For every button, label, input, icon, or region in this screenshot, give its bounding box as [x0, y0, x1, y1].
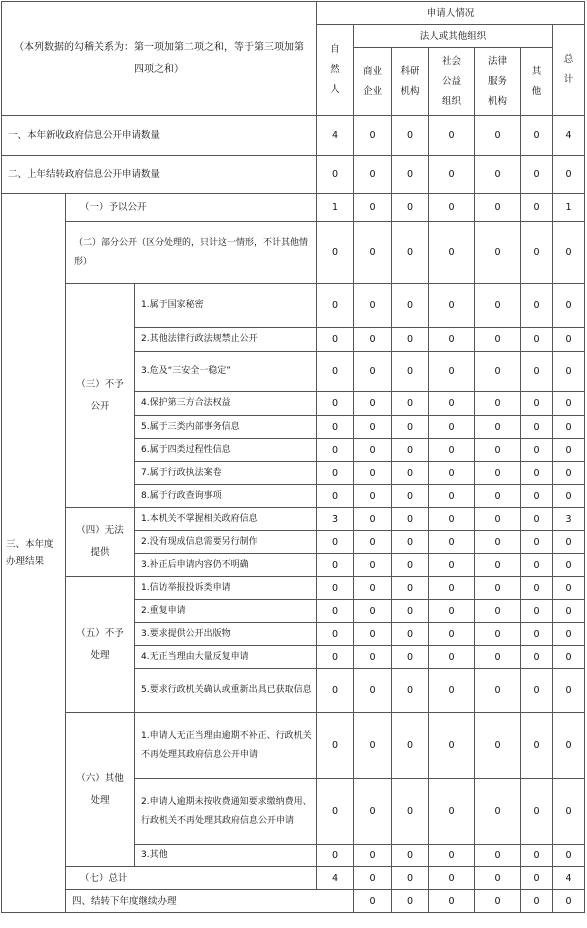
not-public-item-value: 0	[392, 392, 429, 416]
total-value: 0	[429, 867, 475, 890]
not-public-item-value: 0	[392, 462, 429, 485]
other-processing-item-value: 0	[392, 845, 429, 867]
not-public-item-value: 0	[521, 462, 553, 485]
other-processing-item-value: 0	[429, 713, 475, 779]
not-processed-item-value: 0	[475, 669, 521, 713]
total-value: 0	[354, 867, 392, 890]
not-public-item-value: 0	[392, 485, 429, 508]
not-processed-item-value: 0	[553, 623, 585, 646]
carry-next-year-value: 0	[475, 890, 521, 913]
not-public-item-value: 0	[521, 352, 553, 392]
not-public-item-value: 0	[317, 485, 354, 508]
row-new-applications-value: 4	[317, 116, 354, 156]
other-processing-item-value: 0	[392, 713, 429, 779]
not-public-item-value: 0	[475, 485, 521, 508]
not-public-item-label: 1.属于国家秘密	[135, 284, 317, 328]
not-public-item-label: 6.属于四类过程性信息	[135, 439, 317, 462]
row-new-applications-value: 4	[553, 116, 585, 156]
not-public-item-value: 0	[317, 439, 354, 462]
not-processed-item-value: 0	[553, 646, 585, 669]
not-processed-item-label: 5.要求行政机关确认或重新出具已获取信息	[135, 669, 317, 713]
not-public-item-value: 0	[429, 392, 475, 416]
not-processed-item-label: 1.信访举报投诉类申请	[135, 577, 317, 600]
public-value: 0	[475, 194, 521, 222]
total-label: （七）总计	[66, 867, 317, 890]
not-public-item-value: 0	[354, 485, 392, 508]
not-processed-item-value: 0	[317, 623, 354, 646]
not-processed-item-value: 0	[317, 577, 354, 600]
not-public-item-value: 0	[354, 439, 392, 462]
total-value: 4	[553, 867, 585, 890]
not-public-group-label: （三）不予 公开	[66, 284, 135, 508]
unable-provide-item-value: 0	[392, 554, 429, 577]
not-processed-item-label: 4.无正当理由大量反复申请	[135, 646, 317, 669]
not-public-item-label: 5.属于三类内部事务信息	[135, 416, 317, 439]
not-public-item-value: 0	[521, 328, 553, 352]
disclosure-stats-table	[1, 1, 585, 913]
public-welfare-header: 社会 公益 组织	[429, 48, 475, 116]
partial-public-value: 0	[475, 222, 521, 284]
row-carryover-value: 0	[475, 156, 521, 194]
public-label: （一）予以公开	[66, 194, 317, 222]
not-processed-item-value: 0	[553, 669, 585, 713]
unable-provide-item-value: 0	[317, 531, 354, 554]
public-value: 0	[392, 194, 429, 222]
row-new-applications-value: 0	[475, 116, 521, 156]
not-public-item-value: 0	[317, 328, 354, 352]
other-processing-item-label: 2.申请人逾期未按收费通知要求缴纳费用、行政机关不再处理其政府信息公开申请	[135, 779, 317, 845]
not-public-item-label: 2.其他法律行政法规禁止公开	[135, 328, 317, 352]
not-public-item-value: 0	[317, 352, 354, 392]
unable-provide-item-value: 0	[392, 508, 429, 531]
partial-public-value: 0	[521, 222, 553, 284]
not-processed-item-value: 0	[553, 600, 585, 623]
not-processed-item-value: 0	[475, 623, 521, 646]
unable-provide-item-value: 0	[521, 531, 553, 554]
other-header: 其 他	[521, 48, 553, 116]
other-processing-item-value: 0	[521, 713, 553, 779]
total-value: 0	[392, 867, 429, 890]
other-processing-item-value: 0	[354, 779, 392, 845]
other-processing-item-value: 0	[317, 845, 354, 867]
not-processed-item-value: 0	[392, 600, 429, 623]
other-processing-item-value: 0	[354, 713, 392, 779]
other-processing-item-value: 0	[553, 779, 585, 845]
not-public-item-value: 0	[553, 416, 585, 439]
not-processed-item-value: 0	[429, 600, 475, 623]
row-carryover-value: 0	[317, 156, 354, 194]
carry-next-year-value: 0	[521, 890, 553, 913]
not-public-item-label: 3.危及“三安全一稳定”	[135, 352, 317, 392]
not-processed-item-value: 0	[354, 600, 392, 623]
not-processed-item-value: 0	[317, 600, 354, 623]
unable-provide-item-value: 0	[317, 554, 354, 577]
not-public-item-value: 0	[429, 462, 475, 485]
other-processing-item-label: 1.申请人无正当理由逾期不补正、行政机关不再处理其政府信息公开申请	[135, 713, 317, 779]
partial-public-value: 0	[392, 222, 429, 284]
public-value: 1	[317, 194, 354, 222]
not-public-item-value: 0	[553, 284, 585, 328]
not-processed-item-value: 0	[521, 577, 553, 600]
not-processed-item-value: 0	[429, 646, 475, 669]
not-processed-item-value: 0	[354, 577, 392, 600]
unable-provide-item-value: 3	[553, 508, 585, 531]
unable-provide-item-value: 0	[429, 508, 475, 531]
not-public-item-value: 0	[354, 352, 392, 392]
row-new-applications-value: 0	[392, 116, 429, 156]
not-processed-item-value: 0	[392, 623, 429, 646]
other-processing-item-value: 0	[317, 779, 354, 845]
not-public-item-value: 0	[553, 392, 585, 416]
row-carryover-value: 0	[521, 156, 553, 194]
other-processing-item-value: 0	[475, 845, 521, 867]
not-processed-item-value: 0	[317, 669, 354, 713]
total-value: 0	[475, 867, 521, 890]
unable-provide-group-label: （四）无法 提供	[66, 508, 135, 577]
legal-group-header: 法人或其他组织	[354, 25, 553, 48]
row-carryover-value: 0	[429, 156, 475, 194]
commercial-header: 商业 企业	[354, 48, 392, 116]
unable-provide-item-label: 2.没有现成信息需要另行制作	[135, 531, 317, 554]
other-processing-item-value: 0	[475, 713, 521, 779]
not-processed-group-label: （五）不予 处理	[66, 577, 135, 713]
not-processed-item-value: 0	[392, 669, 429, 713]
not-public-item-value: 0	[429, 328, 475, 352]
not-public-item-value: 0	[317, 462, 354, 485]
other-processing-group-label: （六）其他 处理	[66, 713, 135, 867]
row-carryover-value: 0	[392, 156, 429, 194]
unable-provide-item-value: 0	[354, 554, 392, 577]
unable-provide-item-value: 0	[429, 531, 475, 554]
applicant-header: 申请人情况	[317, 2, 585, 25]
other-processing-item-value: 0	[354, 845, 392, 867]
not-public-item-value: 0	[317, 284, 354, 328]
unable-provide-item-value: 0	[553, 531, 585, 554]
other-processing-item-value: 0	[317, 713, 354, 779]
public-value: 0	[429, 194, 475, 222]
public-value: 0	[521, 194, 553, 222]
total-value: 0	[521, 867, 553, 890]
not-public-item-value: 0	[553, 328, 585, 352]
public-value: 1	[553, 194, 585, 222]
carry-next-year-label: 四、结转下年度继续办理	[66, 890, 354, 913]
not-public-item-label: 4.保护第三方合法权益	[135, 392, 317, 416]
not-processed-item-label: 2.重复申请	[135, 600, 317, 623]
carry-next-year-value: 0	[429, 890, 475, 913]
natural-person-header: 自 然 人	[317, 25, 354, 116]
partial-public-label: （二）部分公开（区分处理的，只计这一情形，不计其他情形）	[66, 222, 317, 284]
not-processed-item-value: 0	[429, 623, 475, 646]
legal-service-header: 法律 服务 机构	[475, 48, 521, 116]
row-new-applications-value: 0	[354, 116, 392, 156]
not-processed-item-value: 0	[521, 669, 553, 713]
not-processed-item-value: 0	[392, 646, 429, 669]
not-public-item-value: 0	[354, 284, 392, 328]
other-processing-item-label: 3.其他	[135, 845, 317, 867]
section3-label: 三、本年度 办理结果	[2, 194, 66, 913]
not-public-item-value: 0	[429, 439, 475, 462]
other-processing-item-value: 0	[553, 713, 585, 779]
not-processed-item-value: 0	[521, 646, 553, 669]
not-public-item-value: 0	[475, 352, 521, 392]
not-public-item-value: 0	[354, 416, 392, 439]
not-public-item-value: 0	[429, 352, 475, 392]
not-public-item-value: 0	[392, 328, 429, 352]
row-carryover-value: 0	[553, 156, 585, 194]
public-value: 0	[354, 194, 392, 222]
not-public-item-label: 7.属于行政执法案卷	[135, 462, 317, 485]
not-public-item-value: 0	[553, 439, 585, 462]
not-public-item-value: 0	[475, 416, 521, 439]
not-public-item-value: 0	[392, 284, 429, 328]
not-public-item-value: 0	[429, 485, 475, 508]
row-new-applications-value: 0	[521, 116, 553, 156]
not-public-item-value: 0	[317, 392, 354, 416]
row-new-applications-label: 一、本年新收政府信息公开申请数量	[2, 116, 317, 156]
not-public-item-value: 0	[392, 352, 429, 392]
not-processed-item-value: 0	[553, 577, 585, 600]
other-processing-item-value: 0	[521, 845, 553, 867]
unable-provide-item-value: 0	[354, 508, 392, 531]
not-public-item-value: 0	[392, 439, 429, 462]
row-carryover-label: 二、上年结转政府信息公开申请数量	[2, 156, 317, 194]
not-public-item-value: 0	[317, 416, 354, 439]
unable-provide-item-label: 3.补正后申请内容仍不明确	[135, 554, 317, 577]
partial-public-value: 0	[354, 222, 392, 284]
unable-provide-item-value: 0	[429, 554, 475, 577]
not-public-item-value: 0	[553, 485, 585, 508]
other-processing-item-value: 0	[553, 845, 585, 867]
not-public-item-value: 0	[521, 284, 553, 328]
not-processed-item-value: 0	[475, 600, 521, 623]
not-processed-item-label: 3.要求提供公开出版物	[135, 623, 317, 646]
not-public-item-value: 0	[521, 439, 553, 462]
not-public-item-value: 0	[475, 439, 521, 462]
not-public-item-value: 0	[354, 462, 392, 485]
not-public-item-value: 0	[475, 392, 521, 416]
not-public-item-value: 0	[521, 392, 553, 416]
row-new-applications-value: 0	[429, 116, 475, 156]
unable-provide-item-value: 0	[392, 531, 429, 554]
not-public-item-value: 0	[475, 284, 521, 328]
not-public-item-label: 8.属于行政查询事项	[135, 485, 317, 508]
not-public-item-value: 0	[354, 392, 392, 416]
unable-provide-item-value: 0	[475, 508, 521, 531]
unable-provide-item-value: 0	[475, 554, 521, 577]
not-public-item-value: 0	[475, 462, 521, 485]
total-header: 总 计	[553, 25, 585, 116]
other-processing-item-value: 0	[475, 779, 521, 845]
other-processing-item-value: 0	[521, 779, 553, 845]
not-processed-item-value: 0	[392, 577, 429, 600]
carry-next-year-value: 0	[553, 890, 585, 913]
not-processed-item-value: 0	[354, 669, 392, 713]
not-processed-item-value: 0	[354, 646, 392, 669]
not-public-item-value: 0	[392, 416, 429, 439]
not-public-item-value: 0	[553, 462, 585, 485]
carry-next-year-value: 0	[354, 890, 392, 913]
research-header: 科研 机构	[392, 48, 429, 116]
partial-public-value: 0	[429, 222, 475, 284]
not-processed-item-value: 0	[429, 669, 475, 713]
not-public-item-value: 0	[521, 416, 553, 439]
not-processed-item-value: 0	[317, 646, 354, 669]
not-processed-item-value: 0	[429, 577, 475, 600]
partial-public-value: 0	[553, 222, 585, 284]
unable-provide-item-label: 1.本机关不掌握相关政府信息	[135, 508, 317, 531]
unable-provide-item-value: 0	[553, 554, 585, 577]
not-public-item-value: 0	[521, 485, 553, 508]
not-public-item-value: 0	[429, 284, 475, 328]
not-processed-item-value: 0	[521, 623, 553, 646]
table-note: （本列数据的勾稽关系为：第一项加第二项之和，等于第三项加第四项之和）	[2, 2, 317, 116]
not-public-item-value: 0	[429, 416, 475, 439]
row-carryover-value: 0	[354, 156, 392, 194]
other-processing-item-value: 0	[429, 779, 475, 845]
not-public-item-value: 0	[354, 328, 392, 352]
unable-provide-item-value: 0	[354, 531, 392, 554]
unable-provide-item-value: 0	[521, 508, 553, 531]
carry-next-year-value: 0	[392, 890, 429, 913]
total-value: 4	[317, 867, 354, 890]
other-processing-item-value: 0	[429, 845, 475, 867]
partial-public-value: 0	[317, 222, 354, 284]
unable-provide-item-value: 0	[475, 531, 521, 554]
not-processed-item-value: 0	[354, 623, 392, 646]
not-processed-item-value: 0	[475, 577, 521, 600]
not-processed-item-value: 0	[521, 600, 553, 623]
unable-provide-item-value: 3	[317, 508, 354, 531]
not-processed-item-value: 0	[475, 646, 521, 669]
not-public-item-value: 0	[553, 352, 585, 392]
not-public-item-value: 0	[475, 328, 521, 352]
unable-provide-item-value: 0	[521, 554, 553, 577]
other-processing-item-value: 0	[392, 779, 429, 845]
